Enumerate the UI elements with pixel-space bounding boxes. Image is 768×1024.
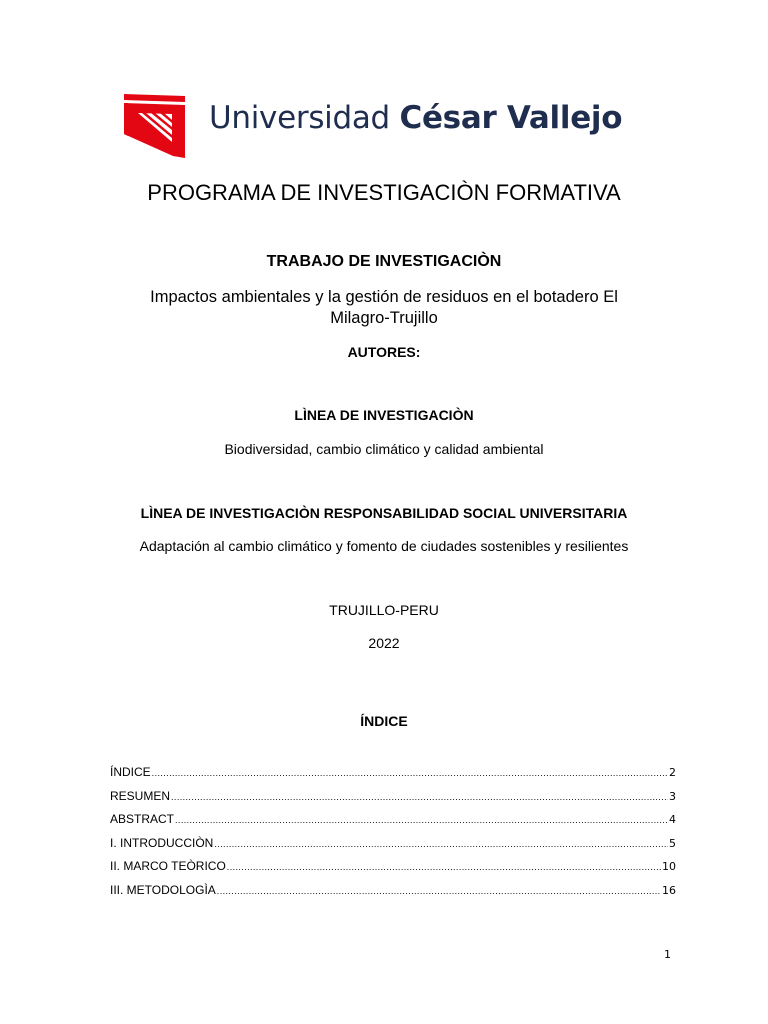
page-number: 1: [664, 948, 671, 961]
thesis-title-line-2: Milagro-Trujillo: [330, 309, 438, 327]
university-shield-icon: [124, 94, 188, 158]
toc-entry-page: 2: [669, 766, 676, 779]
toc-entry-page: 10: [662, 860, 676, 873]
toc-entry[interactable]: [110, 810, 676, 834]
university-logo: [124, 94, 654, 158]
research-line-value: Biodiversidad, cambio climático y calidad ambiental: [224, 441, 544, 457]
toc-dot-leader: [175, 811, 668, 829]
toc-entry-page: 3: [669, 789, 676, 803]
toc-entry[interactable]: [110, 834, 676, 858]
toc-dot-leader: [214, 835, 668, 853]
toc-entry-label: II. MARCO TEÒRICO: [110, 859, 226, 873]
toc-entry-label: I. INTRODUCCIÒN: [110, 835, 214, 850]
rsu-line-value: Adaptación al cambio climático y fomento de ciudades sostenibles y resilientes: [139, 538, 629, 554]
toc-entry[interactable]: [110, 787, 676, 811]
toc-entry-page: 4: [669, 813, 676, 826]
work-type: TRABAJO DE INVESTIGACIÒN: [266, 253, 502, 270]
index-heading: ÍNDICE: [360, 713, 408, 729]
toc-entry-page: 16: [662, 883, 676, 897]
toc-entry-label: ABSTRACT: [110, 812, 175, 826]
toc-entry[interactable]: [110, 881, 676, 905]
toc-dot-leader: [227, 858, 661, 876]
toc-entry-page: 5: [669, 836, 676, 850]
university-name: [209, 98, 622, 138]
research-line-heading: LÌNEA DE INVESTIGACIÒN: [294, 407, 474, 423]
toc-entry-label: RESUMEN: [110, 788, 171, 803]
toc-entry[interactable]: [110, 857, 676, 881]
authors-label: AUTORES:: [347, 344, 421, 360]
university-name-bold: César Vallejo: [399, 100, 623, 136]
city-country: TRUJILLO-PERU: [329, 602, 439, 618]
rsu-line-heading: LÌNEA DE INVESTIGACIÒN RESPONSABILIDAD SOCIAL UNIVERSITARIA: [140, 505, 628, 521]
toc-dot-leader: [217, 882, 661, 900]
toc-entry-label: ÍNDICE: [110, 765, 151, 779]
year: 2022: [368, 635, 400, 651]
thesis-title-line-1: Impactos ambientales y la gestión de residuos en el botadero El: [150, 288, 618, 306]
toc-dot-leader: [171, 788, 668, 806]
toc-dot-leader: [152, 764, 668, 782]
toc-entry-label: III. METODOLOGÌA: [110, 882, 216, 897]
university-name-regular: Universidad: [209, 100, 390, 136]
program-title: PROGRAMA DE INVESTIGACIÒN FORMATIVA: [147, 180, 621, 205]
toc-entry[interactable]: [110, 763, 676, 787]
table-of-contents: [110, 763, 676, 904]
